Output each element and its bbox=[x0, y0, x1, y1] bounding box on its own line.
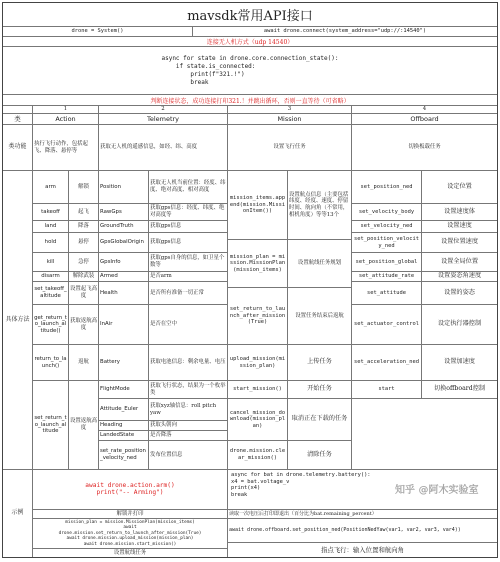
telemetry-desc: 是否所有准备一切正常 bbox=[149, 282, 228, 305]
telemetry-desc: 获取gps信息 bbox=[149, 221, 228, 233]
mission-api: mission_items.append(mission.MissionItem()) bbox=[228, 171, 288, 240]
offboard-desc: 设置速度体 bbox=[422, 204, 497, 221]
arm-code: await drone.action.arm() bbox=[85, 481, 175, 489]
offboard-api: set_position_global bbox=[352, 253, 422, 272]
offboard-desc: 设置的姿态 bbox=[422, 282, 497, 305]
function-offboard: 切换板载任务 bbox=[352, 125, 497, 171]
telemetry-api: set_rate_position_velocity_ned bbox=[99, 441, 149, 470]
api-reference-sheet bbox=[2, 2, 498, 558]
action-api: kill bbox=[33, 253, 69, 272]
action-desc: 急停 bbox=[69, 253, 99, 272]
offboard-api: set_position_ned bbox=[352, 171, 422, 204]
telemetry-api: FlightMode bbox=[99, 381, 149, 399]
example-mission-caption: 设置航线任务 bbox=[33, 549, 228, 557]
action-api: return_to_launch() bbox=[33, 345, 69, 381]
telemetry-desc: 获取头朝向 bbox=[149, 421, 228, 431]
telemetry-desc: 获取无人机当前位置：经度、纬度、绝对高度、相对高度 bbox=[149, 171, 228, 204]
mission-api: set_return_to_launch_after_mission(True) bbox=[228, 288, 288, 345]
example-offboard-code: await drone.offboard.set_position_ned(PositionNedYaw(var1, var2, var3, var4)) bbox=[228, 519, 497, 543]
offboard-api: set_velocity_body bbox=[352, 204, 422, 221]
mission-desc: 开始任务 bbox=[288, 381, 352, 399]
mission-desc: 取消正在下载的任务 bbox=[288, 399, 352, 441]
example-mission-code: mission_plan = mission.MissionPlan(mission_items) await drone.mission.set_return_to_launch_after_mission(True) await drone.mission.upload_mission(mission_plan) await drone.mission.start_mission() bbox=[33, 519, 228, 549]
header-action: Action bbox=[33, 114, 99, 125]
mission-api: start_mission() bbox=[228, 381, 288, 399]
watermark: 知乎 @阿木实验室 bbox=[395, 485, 479, 496]
telemetry-desc: 是否在空中 bbox=[149, 305, 228, 345]
offboard-api: set_velocity_ned bbox=[352, 221, 422, 233]
example-label: 示例 bbox=[3, 470, 33, 557]
function-action: 执行飞行动作，包括起飞、降落、悬停等 bbox=[33, 125, 99, 171]
action-api: disarm bbox=[33, 272, 69, 282]
methods-label: 具体方法 bbox=[3, 171, 33, 470]
telemetry-api: LandedState bbox=[99, 431, 149, 441]
offboard-desc: 设置加速度 bbox=[422, 345, 497, 381]
offboard-desc: 设置速度 bbox=[422, 221, 497, 233]
mission-desc: 清除任务 bbox=[288, 441, 352, 470]
offboard-api: set_attitude_rate bbox=[352, 272, 422, 282]
telemetry-desc: 获取gps自身的信息，如卫星个数等 bbox=[149, 253, 228, 272]
action-api: takeoff bbox=[33, 204, 69, 221]
telemetry-desc: 获取gps信息 bbox=[149, 233, 228, 253]
offboard-desc: 设置位置速度 bbox=[422, 233, 497, 253]
example-action-caption: 解锁并打印 bbox=[33, 510, 228, 519]
telemetry-desc: 获取xyz轴信息：roll pitch yaw bbox=[149, 399, 228, 421]
page-title: mavsdk常用API接口 bbox=[3, 3, 497, 27]
col-number-empty bbox=[3, 106, 33, 114]
telemetry-api: GroundTruth bbox=[99, 221, 149, 233]
offboard-api: start bbox=[352, 381, 422, 399]
connect-system: drone = System() bbox=[3, 27, 193, 37]
telemetry-desc: 是否降落 bbox=[149, 431, 228, 441]
telemetry-api: Health bbox=[99, 282, 149, 305]
action-desc: 返航 bbox=[69, 345, 99, 381]
offboard-api: set_attitude bbox=[352, 282, 422, 305]
telemetry-api: RawGps bbox=[99, 204, 149, 221]
header-mission: Mission bbox=[228, 114, 352, 125]
offboard-desc: 设置姿态角速度 bbox=[422, 272, 497, 282]
function-mission: 设置飞行任务 bbox=[228, 125, 352, 171]
telemetry-desc: 获取电池信息：剩余电量、电压 bbox=[149, 345, 228, 381]
connect-note: 连接无人机方式（udp 14540） bbox=[3, 37, 497, 47]
action-api: set_takeoff_altitude bbox=[33, 282, 69, 305]
action-desc: 悬停 bbox=[69, 233, 99, 253]
arming-print-code: print("-- Arming") bbox=[96, 488, 164, 496]
telemetry-api: InAir bbox=[99, 305, 149, 345]
mission-desc: 设置航线任务规划 bbox=[288, 240, 352, 288]
action-desc: 获取返航高度 bbox=[69, 305, 99, 345]
mission-desc: 上传任务 bbox=[288, 345, 352, 381]
telemetry-api: Heading bbox=[99, 421, 149, 431]
offboard-api: set_actuator_control bbox=[352, 305, 422, 345]
offboard-api: set_acceleration_ned bbox=[352, 345, 422, 381]
mission-api: upload_mission(mission_plan) bbox=[228, 345, 288, 381]
telemetry-api: Armed bbox=[99, 272, 149, 282]
offboard-desc: 设定执行器控制 bbox=[422, 305, 497, 345]
action-desc: 设置起飞高度 bbox=[69, 282, 99, 305]
example-battery-code: async for bat in drone.telemetry.battery(): x4 = bat.voltage_v print(x4) break bbox=[228, 470, 497, 510]
connect-call: await drone.connect(system_address="udp://:14540") bbox=[193, 27, 497, 37]
action-api: arm bbox=[33, 171, 69, 204]
header-telemetry: Telemetry bbox=[99, 114, 228, 125]
example-offboard-caption: 指点飞行：输入位置和航向角 bbox=[320, 545, 405, 554]
telemetry-api: Battery bbox=[99, 345, 149, 381]
mission-api: mission_plan = mission.MissionPlan(mission_items) bbox=[228, 240, 288, 288]
action-api: land bbox=[33, 221, 69, 233]
mission-desc: 设置航点信息（主要包括纬度、经度、速度、停留时间、航向角（不常用，相机角度）等等13个 bbox=[288, 171, 352, 240]
function-telemetry: 获取无人机的遥感信息，如经、纬、高度 bbox=[99, 125, 228, 171]
telemetry-api: GpsGlobalOrigin bbox=[99, 233, 149, 253]
telemetry-api: Position bbox=[99, 171, 149, 204]
telemetry-desc: 是否arm bbox=[149, 272, 228, 282]
telemetry-api: GpsInfo bbox=[99, 253, 149, 272]
col-number-4: 4 bbox=[352, 106, 497, 114]
action-api: hold bbox=[33, 233, 69, 253]
action-desc: 起飞 bbox=[69, 204, 99, 221]
mission-api: drone.mission.clear_mission() bbox=[228, 441, 288, 470]
offboard-desc: 设置全局位置 bbox=[422, 253, 497, 272]
action-desc: 降落 bbox=[69, 221, 99, 233]
col-number-3: 3 bbox=[228, 106, 352, 114]
col-number-2: 2 bbox=[99, 106, 228, 114]
offboard-desc: 设定位置 bbox=[422, 171, 497, 204]
col-number-1: 1 bbox=[33, 106, 99, 114]
offboard-empty bbox=[352, 399, 497, 470]
header-offboard: Offboard bbox=[352, 114, 497, 125]
telemetry-api: Attitude_Euler bbox=[99, 399, 149, 421]
action-api: get_return_to_launch_altitude() bbox=[33, 305, 69, 345]
header-category: 类 bbox=[3, 114, 33, 125]
action-desc: 设置返航高度 bbox=[69, 381, 99, 470]
example-battery-caption: 读取一次电压后打印即退出（百分比为bat.remaining_percent） bbox=[228, 510, 497, 519]
function-label: 类功能 bbox=[3, 125, 33, 171]
action-desc: 解除武装 bbox=[69, 272, 99, 282]
example-action-code bbox=[33, 470, 228, 510]
offboard-api: set_position_velocity_ned bbox=[352, 233, 422, 253]
offboard-desc: 切换offboard控制 bbox=[422, 381, 497, 399]
state-code: async for state in drone.core.connection_state(): if state.is_connected: print(f"321.!") break bbox=[3, 47, 497, 95]
action-desc: 解锁 bbox=[69, 171, 99, 204]
telemetry-desc: 获取飞行状态，结果为一个枚举类 bbox=[149, 381, 228, 399]
mission-api: cancel_mission_download(mission_plan) bbox=[228, 399, 288, 441]
mission-desc: 设置任务结束后返航 bbox=[288, 288, 352, 345]
action-api: set_return_to_launch_altitude bbox=[33, 381, 69, 470]
state-note: 判断连接状态，成功连接打印321.！并跳出循环，否则一直等待（可省略） bbox=[3, 95, 497, 106]
telemetry-desc: 获取gps信息：经度、纬度、绝对高度等 bbox=[149, 204, 228, 221]
telemetry-desc: 发布位置信息 bbox=[149, 441, 228, 470]
